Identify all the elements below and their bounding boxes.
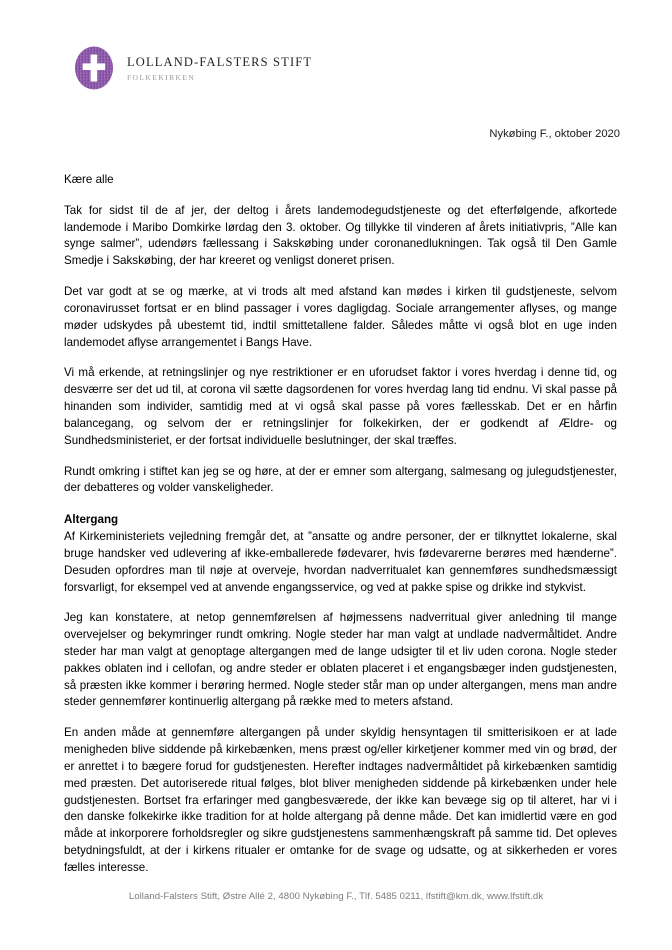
paragraph-1: Tak for sidst til de af jer, der deltog i årets landemodegudstjeneste og det efterfølgende, afkortede landemode i Maribo Domkirke lørdag den 3. oktober. Og tillykke til vinderen af årets initiativpris, ”Alle kan synge salmer”, udendørs fællessang i Sakskøbing under coronanedlukningen. Tak også til Den Gamle Smedje i Sakskøbing, der har kreeret og venligst doneret prisen. bbox=[64, 203, 617, 268]
dateline: Nykøbing F., oktober 2020 bbox=[489, 128, 620, 140]
section-heading-altergang: Altergang bbox=[64, 513, 119, 527]
paragraph-3: Vi må erkende, at retningslinjer og nye restriktioner er en uforudset faktor i vores hverdag i denne tid, og desværre ser det ud til, at corona vil sætte dagsordenen for vores hverdag lang tid endnu. Vi skal passe på hinanden som individer, samtidig med at vi også skal passe på vores fællesskab. Det er en hårfin balancegang, og selvom der er retningslinjer for folkekirken, der er godkendt af Ældre- og Sundhedsministeriet, er der fortsat individuelle beslutninger, der skal træffes. bbox=[64, 366, 617, 447]
letter-body bbox=[64, 172, 617, 891]
paragraph-4: Rundt omkring i stiftet kan jeg se og høre, at der er emner som altergang, salmesang og julegudstjenester, der debatteres og volder vanskeligheder. bbox=[64, 464, 617, 495]
section-paragraph-1: Af Kirkeministeriets vejledning fremgår det, at ”ansatte og andre personer, der er tilknyttet lokalerne, skal bruge handsker ved udlevering af ikke-emballerede fødevarer, hvis fødevarerne berøres med hænderne”. Desuden opfordres man til nøje at overveje, hvordan nadverritualet kan gennemføres sundhedsmæssigt forsvarligt, for eksempel ved at anvende engangsservice, og ved at pakke spise og drikke ind stykvist. bbox=[64, 530, 617, 594]
letterhead-text-block bbox=[127, 54, 312, 83]
paragraph-2: Det var godt at se og mærke, at vi trods alt med afstand kan mødes i kirken til gudstjeneste, selvom coronavirusset fortsat er en blind passager i vores dagligdag. Sociale arrangementer aflyses, og mange møder udskydes på ubestemt tid, indtil smittetallene falder. Således måtte vi også blot en uge inden landemodet aflyse arrangementet i Bangs Have. bbox=[64, 285, 617, 349]
section-paragraph-3: En anden måde at gennemføre altergangen på under skyldig hensyntagen til smitterisikoen er at lade menigheden blive siddende på kirkebænken, mens præst og/eller kirketjener kommer med vin og brød, der er anrettet i to bægere forud for gudstjenesten. Herefter indtages nadvermåltidet på kirkebænken samtidig med præsten. Det autoriserede ritual følges, blot bliver menigheden siddende på kirkebænken under hele gudstjenesten. Bortset fra erfaringer med gangbesværede, der ikke kan bevæge sig op til alteret, har vi i den danske folkekirke ikke tradition for at holde altergang på denne måde. Det kan imidlertid være en god måde at inkorporere forholdsregler og sikre gudstjenestens sammenhængskraft på samme tid. Det opleves betydningsfuldt, at der i kirkens ritualer er omtanke for de svage og udsatte, og at sikkerheden er vores fælles interesse. bbox=[64, 726, 617, 874]
organization-subtitle: FOLKEKIRKEN bbox=[127, 73, 196, 83]
letterhead bbox=[74, 46, 312, 90]
salutation: Kære alle bbox=[64, 173, 114, 186]
page-footer bbox=[0, 886, 672, 904]
section-paragraph-2: Jeg kan konstatere, at netop gennemførelsen af højmessens nadverritual giver anledning til mange overvejelser og bekymringer rundt omkring. Nogle steder har man valgt at undlade nadvermåltidet. Andre steder har man valgt at genoptage altergangen med de lange udsigter til et liv uden corona. Nogle steder pakkes oblaten ind i cellofan, og andre steder er oblaten placeret i et engangsbæger inden gudstjenesten, så præsten ikke kommer i berøring hermed. Nogle steder står man op under altergangen, mens man andre steder gennemfører kontinuerlig altergang på række med to meters afstand. bbox=[64, 611, 617, 709]
organization-name: LOLLAND-FALSTERS STIFT bbox=[127, 54, 313, 69]
cross-in-circle-icon bbox=[74, 46, 114, 90]
footer-contact-line: Lolland-Falsters Stift, Østre Allé 2, 4800 Nykøbing F., Tlf. 5485 0211, lfstift@km.dk, www.lfstift.dk bbox=[128, 891, 544, 902]
